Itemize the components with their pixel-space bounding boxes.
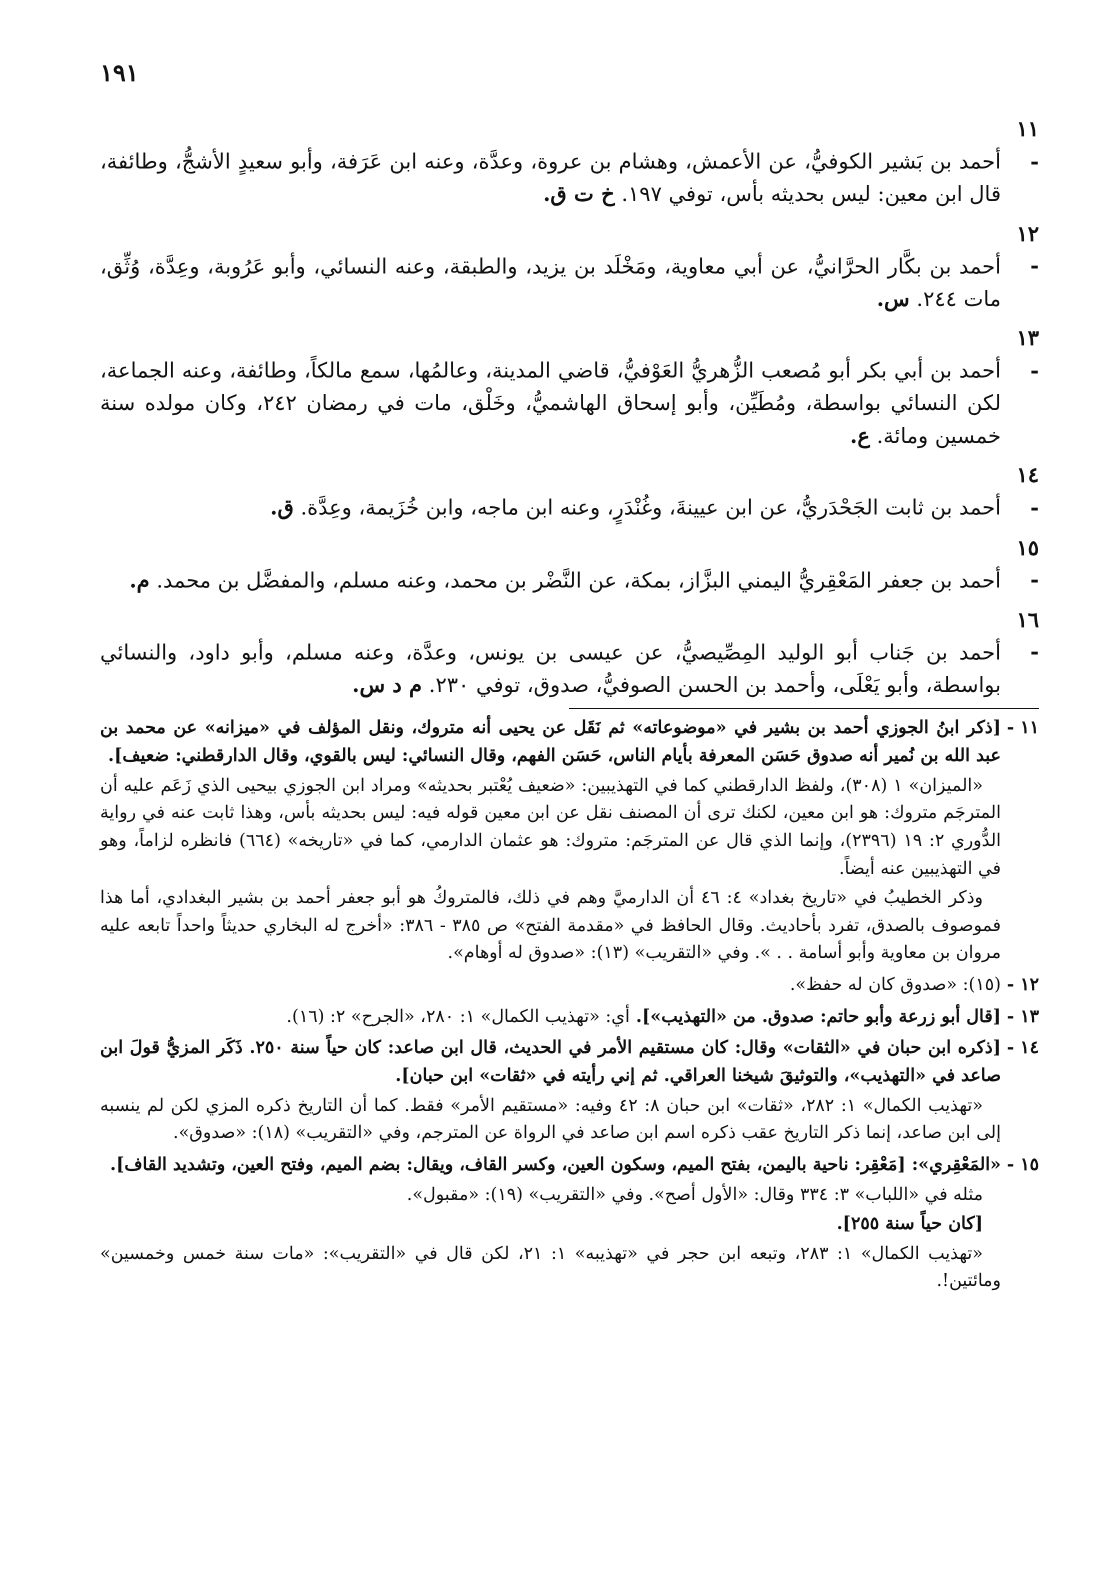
note-body: وذكر الخطيبُ في «تاريخ بغداد» ٤: ٤٦ أن الدارميَّ وهم في ذلك، فالمتروكُ هو أبو جعفر أحمد بن بشير البغدادي، أما هذا فموصوف بالصدق، تفرد بأحاديث. وقال الحافظ في «مقدمة الفتح» ص ٣٨٥ - ٣٨٦: «أخرج له البخاري حديثاً واحداً تابعه عليه مروان بن معاوية وأبو أسامة . . ». وفي «التقريب» (١٣): «صدوق له أوهام». [100, 888, 1001, 964]
note-number: ١١ - [1006, 718, 1039, 739]
entry-number: ١١ - [1016, 116, 1039, 174]
entry-11 [100, 113, 1039, 211]
footnotes [100, 715, 1039, 1296]
entry-text: أحمد بن بَشير الكوفيُّ، عن الأعمش، وهشام بن عروة، وعدَّة، وعنه ابن عَرَفة، وأبو سعيدٍ الأشجُّ، وطائفة، قال ابن معين: ليس بحديثه بأس، توفي ١٩٧. [100, 149, 1001, 207]
note-12 [100, 972, 1039, 1000]
note-13 [100, 1004, 1039, 1032]
note-body: «تهذيب الكمال» ١: ٢٨٢، «ثقات» ابن حبان ٨: ٤٢ وفيه: «مستقيم الأمر» فقط. كما أن التاريخ ذكره المزي لكن لم ينسبه إلى ابن صاعد، إنما ذكر التاريخ عقب ذكره اسم ابن صاعد في الرواة عن المترجم، وفي «التقريب» (١٨): «صدوق». [100, 1095, 1001, 1144]
note-number: ١٣ - [1006, 1006, 1039, 1027]
entry-text: أحمد بن أبي بكر أبو مُصعب الزُّهريُّ العَوْفيُّ، قاضي المدينة، وعالمُها، سمع مالكاً، وطائفة، وعنه الجماعة، لكن النسائي بواسطة، ومُطَيِّن، وأبو إسحاق الهاشميُّ، وخَلْق، مات في رمضان ٢٤٢، وكان مولده سنة خمسين ومائة. [100, 358, 1001, 448]
entry-15 [100, 532, 1039, 597]
entry-number: ١٣ - [1016, 325, 1039, 383]
entry-code: خ ت ق. [543, 181, 615, 207]
entry-text: أحمد بن ثابت الجَحْدَريُّ، عن ابن عيينةَ، وغُنْدَرٍ، وعنه ابن ماجه، وابن خُزَيمة، وعِدَّة. [300, 496, 1001, 521]
entry-number: ١٥ - [1016, 534, 1039, 593]
entry-text: أحمد بن بكَّار الحرَّانيُّ، عن أبي معاوية، ومَخْلَد بن يزيد، والطبقة، وعنه النسائي، وأبو عَرُوبة، وعِدَّة، وُثِّق، مات ٢٤٤. [100, 254, 1001, 311]
note-14 [100, 1035, 1039, 1148]
entry-text: أحمد بن جَناب أبو الوليد المِصِّيصيُّ، عن عيسى بن يونس، وعدَّة، وعنه مسلم، وأبو داود، والنسائي بواسطة، وأبو يَعْلَى، وأحمد بن الحسن الصوفيُّ، صدوق، توفي ٢٣٠. [100, 640, 1001, 697]
note-head-text: [ذكره ابن حبان في «الثقات» وقال: كان مستقيم الأمر في الحديث، قال ابن صاعد: كان حياً سنة ٢٥٠. ذَكَر المزيُّ قولَ ابن صاعد في «التهذيب»، والتوثيقَ شيخنا العراقي. ثم إني رأيته في «ثقات» ابن حبان]. [100, 1038, 1001, 1086]
note-head-text: [قال أبو زرعة وأبو حاتم: صدوق. من «التهذيب»]. [635, 1006, 1001, 1027]
entry-number: ١٤ - [1016, 462, 1039, 521]
note-head-text: [مَعْقِر: ناحية باليمن، بفتح الميم، وسكون العين، وكسر القاف، ويقال: بضم الميم، وفتح العين، وتشديد القاف]. [110, 1154, 906, 1175]
note-number: ١٢ - [1006, 975, 1039, 996]
main-entries [100, 113, 1039, 701]
note-number: ١٥ - [1006, 1154, 1039, 1175]
note-sub: [كان حياً سنة ٢٥٥]. [836, 1214, 983, 1235]
note-11 [100, 715, 1039, 968]
note-sub: مثله في «اللباب» ٣: ٣٣٤ وقال: «الأول أصح». وفي «التقريب» (١٩): «مقبول». [406, 1184, 983, 1205]
note-head-text: [ذكر ابنُ الجوزي أحمد بن بشير في «موضوعاته» ثم نَقَل عن يحيى أنه متروك، ونقل المؤلف في «ميزانه» عن محمد بن عبد الله بن نُمير أنه صدوق حَسَن المعرفة بأيام الناس، حَسَن الفهم، وقال النسائي: ليس بالقوي، وقال الدارقطني: ضعيف]. [100, 718, 1001, 766]
note-text: (١٥): «صدوق كان له حفظ». [789, 975, 1001, 996]
entry-number: ١٦ - [1016, 606, 1039, 665]
note-tail-text: أي: «تهذيب الكمال» ١: ٢٨٠، «الجرح» ٢: (١٦). [286, 1006, 630, 1027]
footnote-divider [569, 708, 1039, 709]
entry-code: س. [876, 285, 910, 311]
note-lead-text: «المَعْقِري»: [911, 1154, 1001, 1175]
entry-16 [100, 604, 1039, 702]
entry-code: ع. [850, 422, 870, 448]
note-number: ١٤ - [1006, 1038, 1039, 1059]
note-body: «الميزان» ١ (٣٠٨)، ولفظ الدارقطني كما في التهذيبين: «ضعيف يُعْتبر بحديثه» ومراد ابن الجوزي بيحيى الذي زَعَم عليه أن المترجَم متروك: هو ابن معين، لكنك ترى أن المصنف نقل عن ابن معين قوله فيه: ليس بحديثه بأس، وهذا ثابت عنه في رواية الدُّوري ٢: ١٩ (٢٣٩٦)، وإنما الذي قال عن المترجَم: متروك: هو عثمان الدارمي، كما في «تاريخه» (٦٦٤) فانظره لزاماً، وهو في التهذيبين عنه أيضاً. [100, 775, 1002, 879]
entry-14 [100, 459, 1039, 524]
page-number: ١٩١ [100, 58, 139, 87]
entry-code: ق. [270, 495, 294, 521]
entry-text: أحمد بن جعفر المَعْقِريُّ اليمني البزَّاز، بمكة، عن النَّضْر بن محمد، وعنه مسلم، والمفضَّل بن محمد. [156, 568, 1001, 593]
entry-code: م د س. [352, 671, 423, 697]
entry-12 [100, 218, 1039, 316]
entry-13 [100, 322, 1039, 452]
entry-code: م. [129, 567, 150, 593]
note-15 [100, 1152, 1039, 1296]
note-body: «تهذيب الكمال» ١: ٢٨٣، وتبعه ابن حجر في «تهذيبه» ١: ٢١، لكن قال في «التقريب»: «مات سنة خمس وخمسين» ومائتين!. [100, 1243, 1001, 1292]
entry-number: ١٢ - [1016, 220, 1039, 279]
